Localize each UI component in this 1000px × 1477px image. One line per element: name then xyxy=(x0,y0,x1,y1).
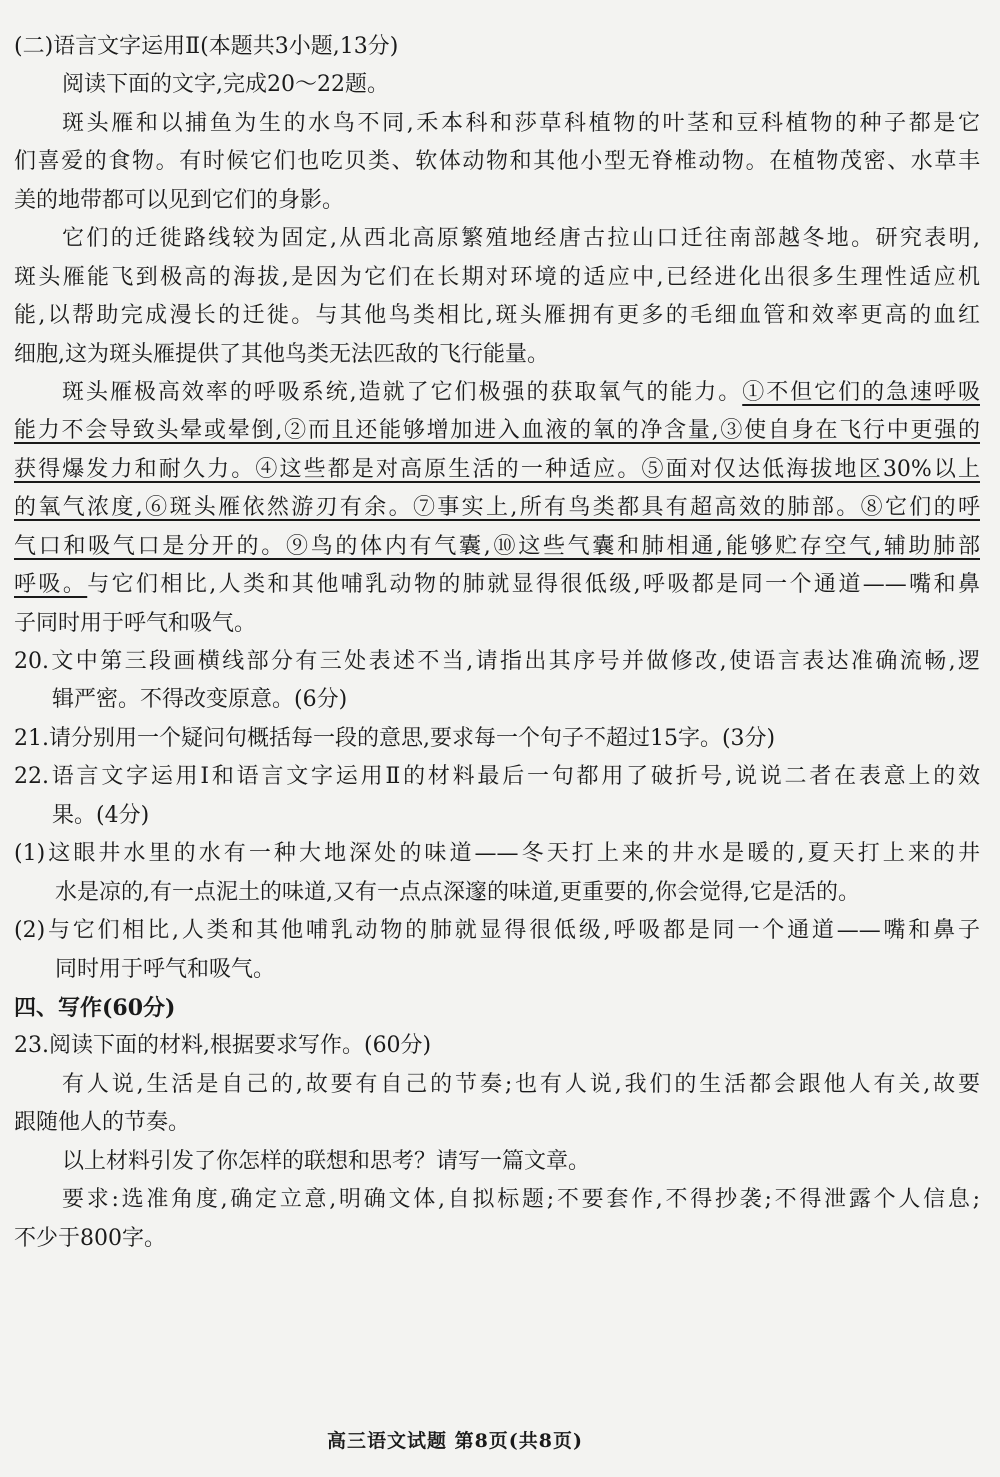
section-4-title: 四、写作(60分) xyxy=(14,994,176,1021)
passage-line xyxy=(14,412,980,450)
question-20 xyxy=(14,643,980,720)
underlined-text: ①不但它们的急速呼吸 xyxy=(742,379,980,405)
passage-line xyxy=(14,528,980,566)
passage-paragraph-2 xyxy=(14,220,980,374)
question-22-item-1 xyxy=(14,835,980,912)
passage-line: 细胞,这为斑头雁提供了其他鸟类无法匹敌的飞行能量。 xyxy=(14,341,549,367)
material-line: 跟随他人的节奏。 xyxy=(14,1110,191,1136)
underlined-text: 获得爆发力和耐久力。④这些都是对高原生活的一种适应。⑤面对仅达低海拔地区30%以上 xyxy=(14,456,980,482)
passage-line: 斑头雁和以捕鱼为生的水鸟不同,禾本科和莎草科植物的叶茎和豆科植物的种子都是它 xyxy=(62,110,980,136)
requirements-line: 不少于800字。 xyxy=(14,1225,166,1251)
underlined-text: 呼吸。 xyxy=(14,572,88,598)
passage-line xyxy=(14,374,980,412)
question-line: 22.语言文字运用Ⅰ和语言文字运用Ⅱ的材料最后一句都用了破折号,说说二者在表意上的效 xyxy=(14,764,980,790)
passage-line xyxy=(14,566,980,604)
passage-text: 子同时用于呼气和吸气。 xyxy=(14,610,257,636)
task-line: 以上材料引发了你怎样的联想和思考？请写一篇文章。 xyxy=(62,1148,591,1174)
passage-text: 斑头雁极高效率的呼吸系统,造就了它们极强的获取氧气的能力。 xyxy=(62,379,743,405)
passage-text: 与它们相比,人类和其他哺乳动物的肺就显得很低级,呼吸都是同一个通道——嘴和鼻 xyxy=(87,572,980,598)
item-line: 水是凉的,有一点泥土的味道,又有一点点深邃的味道,更重要的,你会觉得,它是活的。 xyxy=(55,879,860,905)
passage-line: 它们的迁徙路线较为固定,从西北高原繁殖地经唐古拉山口迁往南部越冬地。研究表明, xyxy=(62,226,980,252)
item-line xyxy=(14,912,980,950)
passage-paragraph-1 xyxy=(14,105,980,220)
underlined-text: 气口和吸气口是分开的。⑨鸟的体内有气囊,⑩这些气囊和肺相通,能够贮存空气,辅助肺部 xyxy=(14,533,980,559)
reading-instruction: 阅读下面的文字,完成20～22题。 xyxy=(62,72,389,98)
material-line: 有人说,生活是自己的,故要有自己的节奏;也有人说,我们的生活都会跟他人有关,故要 xyxy=(62,1071,980,1097)
passage-line: 斑头雁能飞到极高的海拔,是因为它们在长期对环境的适应中,已经进化出很多生理性适应机 xyxy=(14,264,980,290)
item-line xyxy=(14,835,980,873)
question-line: 20.文中第三段画横线部分有三处表述不当,请指出其序号并做修改,使语言表达准确流畅,逻 xyxy=(14,649,980,674)
question-22-item-2 xyxy=(14,912,980,989)
passage-line: 能,以帮助完成漫长的迁徙。与其他鸟类相比,斑头雁拥有更多的毛细血管和效率更高的血红 xyxy=(14,303,980,329)
item-label: (2) xyxy=(14,918,46,944)
item-text: 与它们相比,人类和其他哺乳动物的肺就显得很低级,呼吸都是同一个通道——嘴和鼻子 xyxy=(45,918,980,944)
underlined-text: 能力不会导致头晕或晕倒,②而且还能够增加进入血液的氧的净含量,③使自身在飞行中更强的 xyxy=(14,418,980,444)
question-line: 23.阅读下面的材料,根据要求写作。(60分) xyxy=(14,1033,432,1059)
passage-line: 美的地带都可以见到它们的身影。 xyxy=(14,187,345,213)
underlined-text: 的氧气浓度,⑥斑头雁依然游刃有余。⑦事实上,所有鸟类都具有超高效的肺部。⑧它们的呼 xyxy=(14,495,980,521)
passage-line xyxy=(14,451,980,489)
requirements-line: 要求:选准角度,确定立意,明确文体,自拟标题;不要套作,不得抄袭;不得泄露个人信息; xyxy=(62,1187,980,1213)
question-line: 21.请分别用一个疑问句概括每一段的意思,要求每一个句子不超过15字。(3分) xyxy=(14,725,776,751)
passage-line xyxy=(14,605,980,643)
exam-page-content xyxy=(14,28,980,1258)
question-23 xyxy=(14,1027,980,1258)
section-title: (二)语言文字运用Ⅱ(本题共3小题,13分) xyxy=(14,34,399,59)
question-line: 辑严密。不得改变原意。(6分) xyxy=(52,687,348,713)
question-line: 果。(4分) xyxy=(52,802,150,828)
item-line: 同时用于呼气和吸气。 xyxy=(55,956,276,982)
question-21 xyxy=(14,720,980,758)
question-22 xyxy=(14,758,980,989)
page-footer: 高三语文试题 第8页(共8页) xyxy=(326,1430,584,1452)
passage-line: 们喜爱的食物。有时候它们也吃贝类、软体动物和其他小型无脊椎动物。在植物茂密、水草丰 xyxy=(14,149,980,175)
passage-paragraph-3 xyxy=(14,374,980,643)
item-text: 这眼井水里的水有一种大地深处的味道——冬天打上来的井水是暖的,夏天打上来的井 xyxy=(45,841,980,867)
passage-line xyxy=(14,489,980,527)
item-label: (1) xyxy=(14,841,46,867)
